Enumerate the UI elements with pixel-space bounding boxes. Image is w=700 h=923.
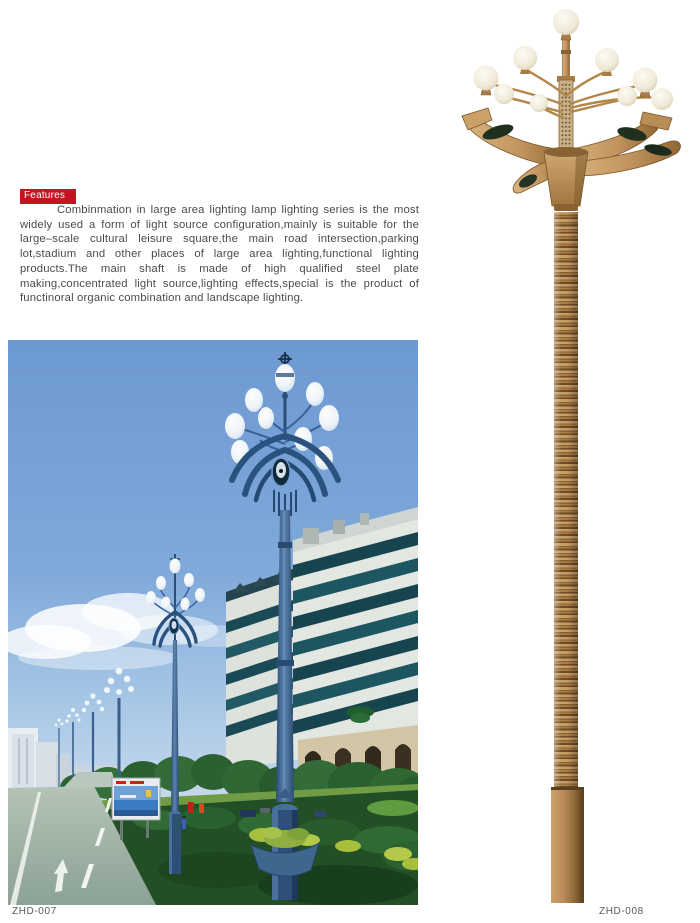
gold-lamp-ribbed-shaft [554,212,578,787]
features-badge: Features [20,189,76,204]
product-code-zhd008: ZHD-008 [599,906,644,917]
gold-lamp-base [551,787,584,903]
gold-lamp-head [440,0,700,220]
street-scene-photo [8,340,418,905]
product-code-zhd007: ZHD-007 [12,906,57,917]
features-description: Combinmation in large area lighting lamp lighting series is the most widely used a form of light source configuration,mainly is suitable for the large–scale cultural leisure square,the main road intersection,parking lot,stadium and other places of large area lighting,functional lighting products.The main shaft is made of high qualified steel plate making,concentrated light source,lighting effects,special is the product of functinoral organic combination and landscape lighting. [20,204,419,305]
gold-lamp-cone [544,147,588,211]
